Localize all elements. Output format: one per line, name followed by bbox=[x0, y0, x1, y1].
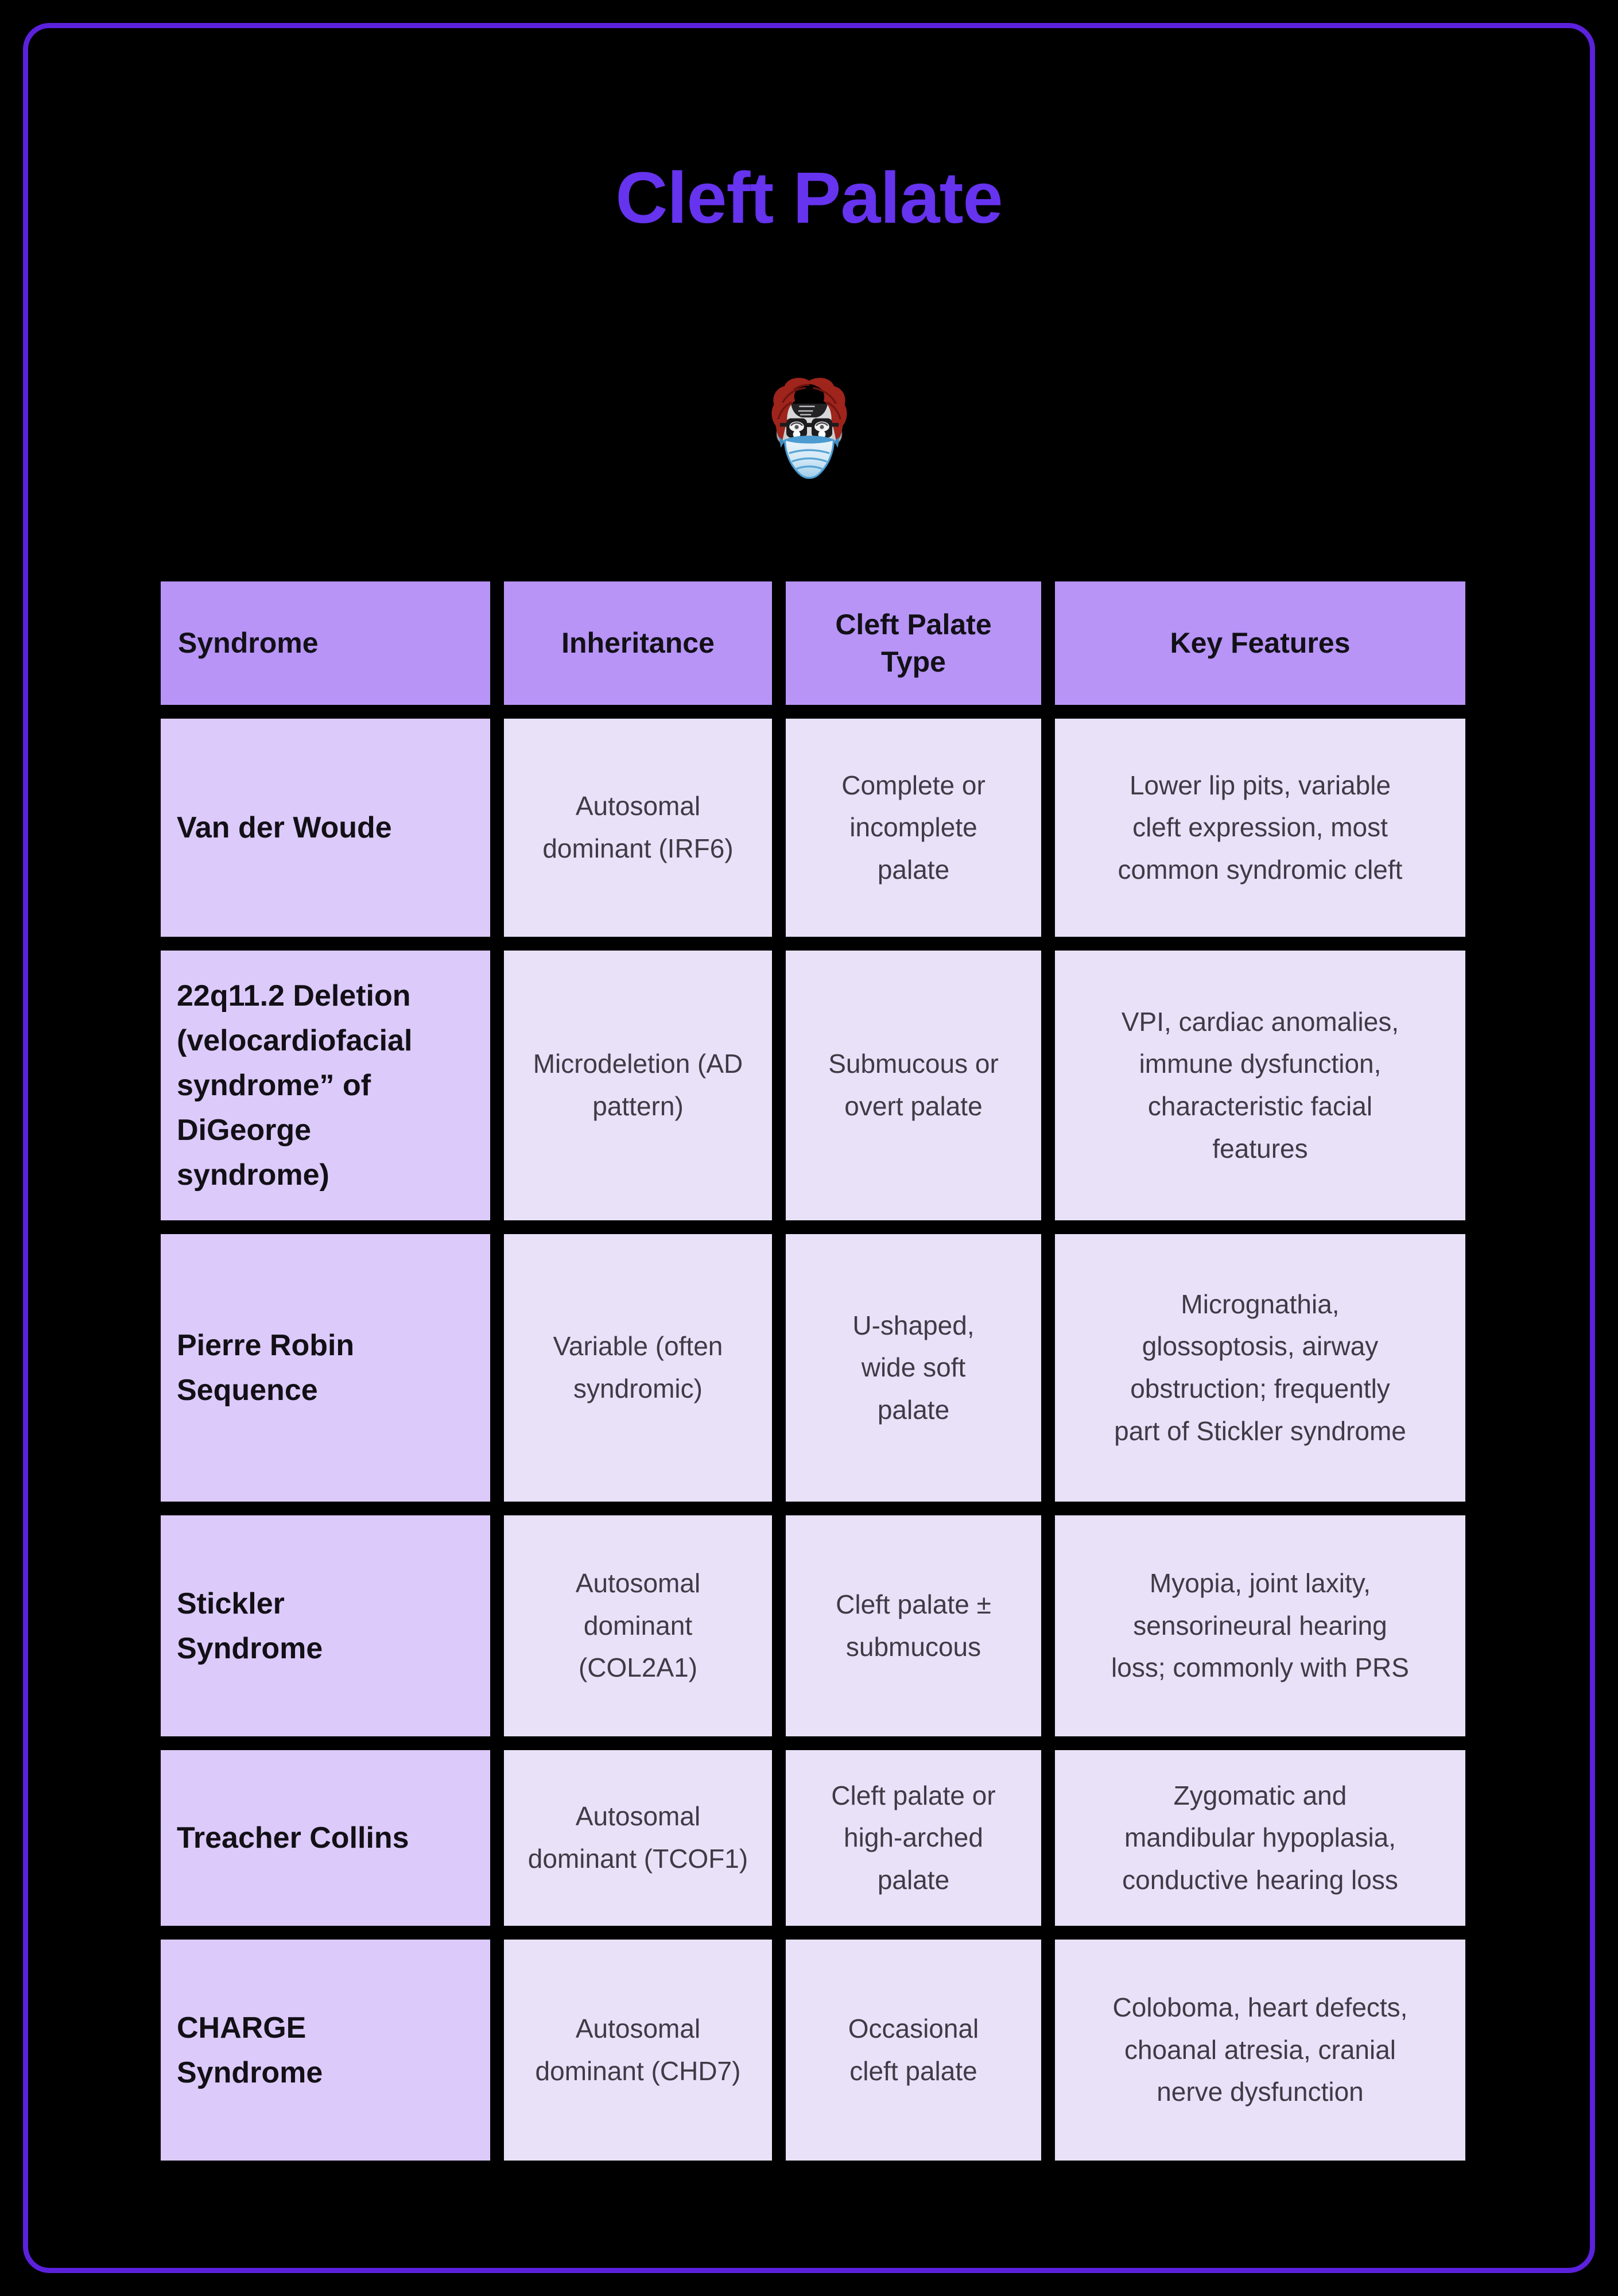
table-cell-features: Micrognathia, glossoptosis, airway obstruction; frequently part of Stickler syndrome bbox=[1055, 1234, 1465, 1502]
table-cell-cleft-type: Cleft palate ± submucous bbox=[786, 1515, 1041, 1736]
table-cell-inheritance: Autosomal dominant (IRF6) bbox=[504, 719, 772, 937]
table-cell-features: Myopia, joint laxity, sensorineural hearing loss; commonly with PRS bbox=[1055, 1515, 1465, 1736]
column-header-inheritance: Inheritance bbox=[504, 581, 772, 705]
table-cell-cleft-type: Submucous or overt palate bbox=[786, 951, 1041, 1220]
table-cell-syndrome: Van der Woude bbox=[161, 719, 490, 937]
table-cell-inheritance: Microdeletion (AD pattern) bbox=[504, 951, 772, 1220]
table-cell-syndrome: Treacher Collins bbox=[161, 1750, 490, 1926]
doctor-avatar-graphic bbox=[763, 374, 855, 489]
table-cell-cleft-type: Complete or incomplete palate bbox=[786, 719, 1041, 937]
table-cell-features: Lower lip pits, variable cleft expression, most common syndromic cleft bbox=[1055, 719, 1465, 937]
table-cell-syndrome: Pierre Robin Sequence bbox=[161, 1234, 490, 1502]
page-title: Cleft Palate bbox=[615, 157, 1003, 238]
syndrome-table bbox=[161, 581, 1465, 2161]
table-cell-inheritance: Variable (often syndromic) bbox=[504, 1234, 772, 1502]
table-cell-inheritance: Autosomal dominant (COL2A1) bbox=[504, 1515, 772, 1736]
column-header-key-features: Key Features bbox=[1055, 581, 1465, 705]
table-cell-inheritance: Autosomal dominant (CHD7) bbox=[504, 1940, 772, 2161]
column-header-syndrome: Syndrome bbox=[161, 581, 490, 705]
table-cell-features: VPI, cardiac anomalies, immune dysfunction, characteristic facial features bbox=[1055, 951, 1465, 1220]
table-cell-syndrome: Stickler Syndrome bbox=[161, 1515, 490, 1736]
column-header-cleft-type: Cleft Palate Type bbox=[786, 581, 1041, 705]
table-cell-syndrome: CHARGE Syndrome bbox=[161, 1940, 490, 2161]
table-cell-cleft-type: U-shaped, wide soft palate bbox=[786, 1234, 1041, 1502]
table-cell-cleft-type: Cleft palate or high-arched palate bbox=[786, 1750, 1041, 1926]
masked-doctor-avatar-icon bbox=[763, 374, 855, 495]
table-cell-features: Coloboma, heart defects, choanal atresia, cranial nerve dysfunction bbox=[1055, 1940, 1465, 2161]
table-cell-cleft-type: Occasional cleft palate bbox=[786, 1940, 1041, 2161]
table-cell-syndrome: 22q11.2 Deletion (velocardiofacial syndrome” of DiGeorge syndrome) bbox=[161, 951, 490, 1220]
table-cell-features: Zygomatic and mandibular hypoplasia, conductive hearing loss bbox=[1055, 1750, 1465, 1926]
table-cell-inheritance: Autosomal dominant (TCOF1) bbox=[504, 1750, 772, 1926]
